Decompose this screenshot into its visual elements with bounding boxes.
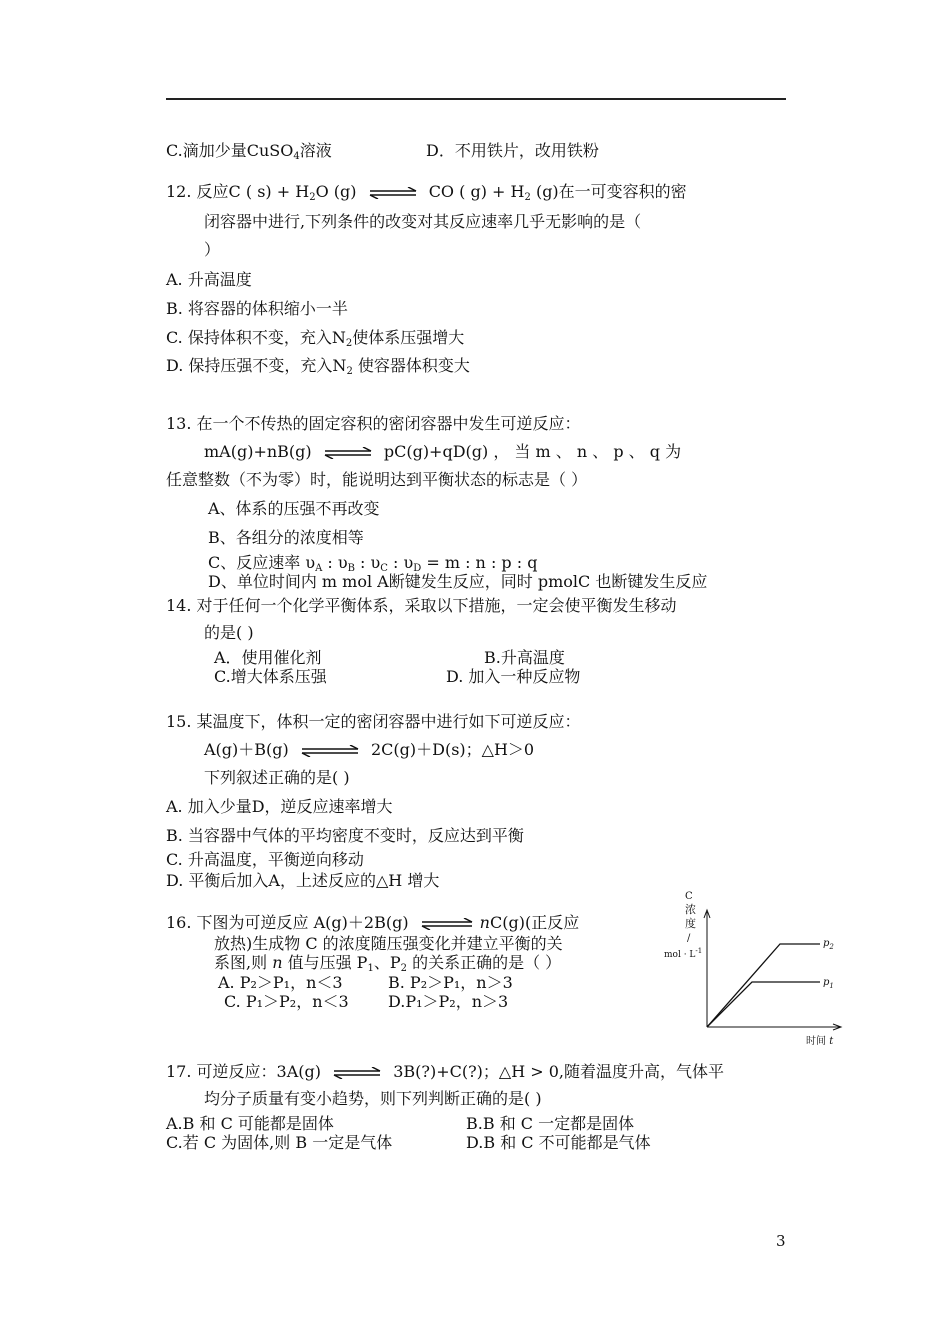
q16-option-d: D.P₁＞P₂，n＞3 — [388, 992, 509, 1011]
page-number: 3 — [776, 1232, 786, 1250]
q17-option-b: B.B 和 C 一定都是固体 — [466, 1114, 635, 1133]
equilibrium-arrow-icon — [420, 918, 474, 930]
q15-option-b: B. 当容器中气体的平均密度不变时，反应达到平衡 — [166, 826, 524, 845]
q11-option-d: D．不用铁片，改用铁粉 — [426, 141, 599, 160]
equilibrium-arrow-icon — [368, 187, 418, 199]
graph-ylabel-1: C — [685, 891, 693, 902]
q14-option-a: A．使用催化剂 — [214, 648, 322, 667]
q15-option-c: C. 升高温度，平衡逆向移动 — [166, 850, 364, 869]
q16-option-b: B. P₂＞P₁，n＞3 — [388, 973, 513, 992]
equilibrium-arrow-icon — [323, 447, 373, 459]
q12-stem-line-1: 12. 反应C ( $s) + H_2O$ (g) CO ( $g) + H_2$ (g)在一可变容积的密 — [166, 182, 687, 203]
q17-stem-line-1: 17. 可逆反应：3A(g) 3B(?)+C(?)；△H > 0,随着温度升高，气体平 — [166, 1062, 725, 1081]
q13-option-d: D、单位时间内 m mol A断键发生反应，同时 pmolC 也断键发生反应 — [208, 572, 708, 591]
q17-option-c: C.若 C 为固体,则 B 一定是气体 — [166, 1133, 393, 1152]
q15-option-a: A. 加入少量D，逆反应速率增大 — [166, 797, 393, 816]
q17-stem-line-2: 均分子质量有变小趋势，则下列判断正确的是( ) — [204, 1089, 542, 1108]
q12-option-a: A. 升高温度 — [166, 270, 252, 289]
q16-stem-line-1: 16. 下图为可逆反应 A(g)＋2B(g) nC(g)(正反应 — [166, 913, 580, 932]
q13-stem-line-3: 任意整数（不为零）时，能说明达到平衡状态的标志是（ ） — [166, 470, 588, 489]
header-rule — [166, 98, 786, 100]
q15-equation: A(g)＋B(g) 2C(g)＋D(s)；△H＞0 — [204, 740, 535, 759]
q12-option-c: C. 保持体积不变，充入$N_2$使体系压强增大 — [166, 328, 465, 349]
q16-stem-line-3: 系图,则 n 值与压强 $P_1$、$P_2$ 的关系正确的是（ ） — [214, 953, 562, 974]
q13-stem-line-2: mA(g)+nB(g) pC(g)+qD(g) ， 当 m 、 n 、 p 、 q 为 — [204, 442, 682, 461]
q14-stem-line-2: 的是( ) — [204, 623, 254, 642]
q14-option-c: C.增大体系压强 — [214, 667, 327, 686]
q13-option-c: C、反应速率 $\upsilon_A$ : $\upsilon_B$ : $\upsilon_C$ : $\upsilon_D = m$ : n : p : q — [208, 553, 538, 574]
q14-option-d: D. 加入一种反应物 — [446, 667, 581, 686]
q13-stem-line-1: 13. 在一个不传热的固定容积的密闭容器中发生可逆反应： — [166, 414, 581, 433]
curve-p2-label: $p_2$ — [823, 938, 834, 951]
q15-option-d: D. 平衡后加入A，上述反应的△H 增大 — [166, 871, 440, 890]
q14-option-b: B.升高温度 — [484, 648, 565, 667]
equilibrium-arrow-icon — [300, 745, 360, 757]
q12-stem-line-3: ） — [204, 240, 221, 259]
graph-ylabel-4: / — [687, 933, 691, 944]
q15-stem-line-3: 下列叙述正确的是( ) — [204, 768, 350, 787]
q17-option-a: A.B 和 C 可能都是固体 — [166, 1114, 334, 1133]
q12-stem-line-2: 闭容器中进行,下列条件的改变对其反应速率几乎无影响的是（ — [204, 212, 642, 231]
q15-stem-line-1: 15. 某温度下，体积一定的密闭容器中进行如下可逆反应： — [166, 712, 581, 731]
q12-option-b: B. 将容器的体积缩小一半 — [166, 299, 348, 318]
q17-option-d: D.B 和 C 不可能都是气体 — [466, 1133, 651, 1152]
q12-option-d: D. 保持压强不变，充入$N_2$ 使容器体积变大 — [166, 356, 470, 377]
q14-stem-line-1: 14. 对于任何一个化学平衡体系，采取以下措施，一定会使平衡发生移动 — [166, 596, 677, 615]
q16-option-a: A. P₂＞P₁，n＜3 — [218, 973, 343, 992]
graph-ylabel-unit: mol · $L^{-1}$ — [664, 947, 703, 960]
curve-p1 — [707, 982, 820, 1027]
graph-ylabel-3: 度 — [685, 917, 696, 930]
q13-option-a: A、体系的压强不再改变 — [208, 499, 380, 518]
graph-xlabel: 时间 t — [806, 1036, 834, 1047]
equilibrium-arrow-icon — [332, 1067, 382, 1079]
concentration-time-graph — [660, 882, 850, 1052]
graph-ylabel-2: 浓 — [685, 903, 696, 916]
q16-stem-line-2: 放热)生成物 C 的浓度随压强变化并建立平衡的关 — [214, 934, 563, 953]
q13-option-b: B、各组分的浓度相等 — [208, 528, 364, 547]
q16-option-c: C. P₁＞P₂，n＜3 — [224, 992, 349, 1011]
curve-p1-label: $p_1$ — [823, 977, 834, 990]
q11-option-c: C.滴加少量CuSO$_4$溶液 — [166, 141, 332, 162]
curve-p2 — [707, 944, 820, 1027]
